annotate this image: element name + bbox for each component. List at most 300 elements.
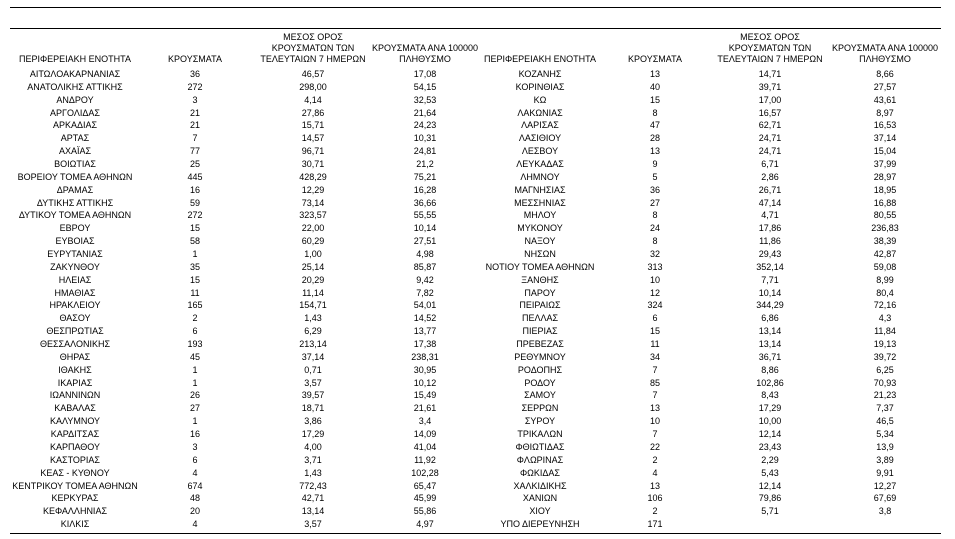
header-region-left [0, 28, 150, 65]
cell-avg7: 46,57 [301, 69, 325, 79]
cell-cases: 193 [187, 339, 203, 350]
cell-cases: 16 [189, 184, 200, 195]
cell-avg7: 10,00 [758, 416, 782, 427]
cell-avg7: 12,14 [758, 429, 782, 440]
cell-region: ΣΕΡΡΩΝ [521, 403, 559, 414]
cell-per100k: 21,2 [416, 159, 434, 170]
cell-region: ΑΙΤΩΛΟΑΚΑΡΝΑΝΙΑΣ [29, 69, 121, 79]
cell-avg7: 42,71 [301, 493, 325, 504]
cell-per100k: 10,14 [413, 223, 437, 234]
table-row [0, 351, 955, 364]
table-row [0, 171, 955, 184]
cell-region: ΕΒΡΟΥ [59, 223, 91, 234]
cell-region: ΙΩΑΝΝΙΝΩΝ [49, 390, 101, 401]
cell-per100k: 21,61 [413, 403, 437, 414]
cell-cases: 28 [649, 133, 660, 144]
cell-region: ΔΡΑΜΑΣ [56, 184, 94, 195]
cell-avg7: 154,71 [299, 300, 327, 311]
cell-per100k: 54,01 [413, 300, 437, 311]
cell-avg7: 6,29 [304, 326, 322, 337]
cell-cases: 8 [652, 107, 658, 118]
cell-region: ΧΙΟΥ [529, 506, 551, 517]
cell-per100k: 7,82 [416, 287, 434, 298]
cell-cases: 77 [189, 146, 200, 157]
cell-region: ΒΟΡΕΙΟΥ ΤΟΜΕΑ ΑΘΗΝΩΝ [17, 171, 133, 182]
cell-cases: 21 [189, 120, 200, 131]
cell-cases: 6 [652, 313, 658, 324]
cell-per100k: 43,61 [873, 94, 897, 105]
cell-region: ΜΗΛΟΥ [523, 210, 557, 221]
cell-region: ΚΑΣΤΟΡΙΑΣ [50, 454, 100, 465]
cell-region: ΡΕΘΥΜΝΟΥ [514, 351, 566, 362]
header-region-text: ΠΕΡΙΦΕΡΕΙΑΚΗ ΕΝΟΤΗΤΑ [483, 54, 597, 64]
cell-per100k: 72,16 [873, 300, 897, 311]
cell-region: ΚΩ [533, 94, 547, 105]
cell-region: ΙΘΑΚΗΣ [58, 364, 92, 375]
cell-avg7: 8,86 [761, 364, 779, 375]
cell-region: ΒΟΙΩΤΙΑΣ [54, 159, 96, 170]
cell-avg7: 18,71 [301, 403, 325, 414]
cell-region: ΚΕΡΚΥΡΑΣ [51, 493, 99, 504]
cell-per100k: 54,15 [413, 81, 437, 92]
cell-region: ΧΑΝΙΩΝ [522, 493, 558, 504]
cell-cases: 15 [649, 326, 660, 337]
cell-per100k: 8,66 [876, 69, 894, 79]
cell-cases: 2 [652, 454, 658, 465]
cell-per100k: 11,92 [414, 454, 436, 465]
cell-avg7: 16,57 [758, 107, 782, 118]
cell-avg7: 352,14 [756, 261, 784, 272]
cell-region: ΚΑΡΔΙΤΣΑΣ [50, 429, 100, 440]
cell-cases: 27 [189, 403, 200, 414]
cell-per100k: 39,72 [873, 351, 897, 362]
cell-cases: 8 [652, 236, 658, 247]
cell-cases: 7 [652, 429, 658, 440]
cell-per100k: 38,39 [873, 236, 897, 247]
cell-avg7: 24,71 [758, 133, 782, 144]
table-row [0, 467, 955, 480]
cell-region: ΘΑΣΟΥ [59, 313, 91, 324]
header-cases-text: ΚΡΟΥΣΜΑΤΑ [168, 54, 222, 64]
cell-avg7: 13,14 [758, 326, 782, 337]
table-row [0, 158, 955, 171]
cell-region: ΣΑΜΟΥ [524, 390, 556, 401]
cell-per100k: 28,97 [873, 171, 897, 182]
table-row [0, 274, 955, 287]
table-row [0, 261, 955, 274]
cell-avg7: 5,71 [761, 506, 779, 517]
cell-per100k: 42,87 [873, 249, 897, 260]
cell-cases: 1 [192, 249, 198, 260]
table-row [0, 119, 955, 132]
cell-cases: 324 [647, 300, 663, 311]
cell-avg7: 22,00 [301, 223, 325, 234]
cell-avg7: 11,86 [759, 236, 781, 247]
cell-avg7: 4,14 [304, 94, 322, 105]
cell-cases: 36 [189, 69, 200, 79]
table-row [0, 312, 955, 325]
cell-per100k: 18,95 [873, 184, 897, 195]
table-body [0, 68, 955, 531]
cell-region: ΤΡΙΚΑΛΩΝ [517, 429, 563, 440]
cell-per100k: 37,14 [873, 133, 897, 144]
cell-cases: 6 [192, 454, 198, 465]
cell-avg7: 1,43 [304, 467, 322, 478]
cell-avg7: 15,71 [301, 120, 325, 131]
cell-cases: 59 [189, 197, 200, 208]
cell-per100k: 15,04 [873, 146, 897, 157]
cell-region: ΡΟΔΟΠΗΣ [517, 364, 563, 375]
cell-region: ΣΥΡΟΥ [524, 416, 556, 427]
table-row [0, 454, 955, 467]
cell-per100k: 13,77 [413, 326, 437, 337]
cell-region: ΛΕΣΒΟΥ [521, 146, 559, 157]
table-row [0, 492, 955, 505]
cell-region: ΠΙΕΡΙΑΣ [522, 326, 558, 337]
cell-per100k: 85,87 [413, 261, 437, 272]
cell-cases: 27 [649, 197, 660, 208]
cell-cases: 4 [192, 519, 198, 530]
table-row [0, 222, 955, 235]
cell-region: ΘΗΡΑΣ [59, 351, 91, 362]
cell-cases: 20 [189, 506, 200, 517]
cell-cases: 1 [192, 364, 198, 375]
table-row [0, 299, 955, 312]
table-row [0, 132, 955, 145]
cell-cases: 272 [187, 81, 203, 92]
cell-cases: 47 [649, 120, 660, 131]
cell-avg7: 3,57 [304, 377, 322, 388]
cell-avg7: 62,71 [758, 120, 782, 131]
cell-cases: 4 [192, 467, 198, 478]
cell-per100k: 14,09 [413, 429, 437, 440]
cell-avg7: 12,29 [301, 184, 325, 195]
cell-per100k: 65,47 [413, 480, 437, 491]
cell-cases: 34 [649, 351, 660, 362]
cell-avg7: 20,29 [301, 274, 325, 285]
cell-cases: 24 [649, 223, 660, 234]
header-avg7-text: ΜΕΣΟΣ ΟΡΟΣ ΚΡΟΥΣΜΑΤΩΝ ΤΩΝ ΤΕΛΕΥΤΑΙΩΝ 7 ΗΜΕΡΩΝ [260, 32, 366, 64]
cell-avg7: 27,86 [301, 107, 325, 118]
cell-avg7: 3,57 [304, 519, 322, 530]
cell-cases: 2 [652, 506, 658, 517]
cell-cases: 106 [647, 493, 663, 504]
cell-per100k: 55,55 [413, 210, 437, 221]
table-row [0, 505, 955, 518]
table-row [0, 209, 955, 222]
cell-cases: 16 [189, 429, 200, 440]
table-row [0, 338, 955, 351]
cell-cases: 1 [192, 377, 198, 388]
cell-region: ΛΕΥΚΑΔΑΣ [516, 159, 564, 170]
cell-avg7: 26,71 [758, 184, 782, 195]
cell-region: ΛΗΜΝΟΥ [520, 171, 560, 182]
cell-region: ΠΡΕΒΕΖΑΣ [516, 339, 564, 350]
cell-per100k: 67,69 [873, 493, 897, 504]
header-cases-left [155, 28, 235, 65]
cell-region: ΚΕΑΣ - ΚΥΘΝΟΥ [40, 467, 110, 478]
cell-per100k: 3,4 [418, 416, 432, 427]
cell-avg7: 344,29 [756, 300, 784, 311]
cell-cases: 21 [189, 107, 200, 118]
cell-per100k: 19,13 [873, 339, 897, 350]
table-row [0, 107, 955, 120]
cell-cases: 8 [652, 210, 658, 221]
cell-region: ΕΥΒΟΙΑΣ [55, 236, 95, 247]
cell-region: ΛΑΡΙΣΑΣ [521, 120, 559, 131]
cell-per100k: 55,86 [413, 506, 437, 517]
cell-avg7: 14,71 [758, 69, 782, 79]
cell-region: ΗΜΑΘΙΑΣ [54, 287, 96, 298]
cell-region: ΦΛΩΡΙΝΑΣ [516, 454, 564, 465]
cell-region: ΑΡΚΑΔΙΑΣ [52, 120, 98, 131]
cell-per100k: 36,66 [413, 197, 437, 208]
cell-per100k: 4,3 [878, 313, 892, 324]
cell-cases: 40 [649, 81, 660, 92]
cell-avg7: 36,71 [758, 351, 782, 362]
cell-cases: 11 [650, 339, 660, 350]
cell-region: ΚΙΛΚΙΣ [60, 519, 90, 530]
cell-avg7: 60,29 [301, 236, 325, 247]
cell-per100k: 7,37 [876, 403, 894, 414]
cell-avg7: 79,86 [758, 493, 782, 504]
cell-per100k: 4,97 [416, 519, 434, 530]
cell-avg7: 30,71 [301, 159, 325, 170]
cell-avg7: 24,71 [758, 146, 782, 157]
cell-avg7: 102,86 [756, 377, 784, 388]
cell-avg7: 4,71 [761, 210, 779, 221]
cell-avg7: 14,57 [301, 133, 325, 144]
cell-cases: 165 [187, 300, 203, 311]
cell-cases: 5 [652, 171, 658, 182]
cell-per100k: 21,23 [873, 390, 897, 401]
table-row [0, 235, 955, 248]
cell-region: ΥΠΟ ΔΙΕΡΕΥΝΗΣΗ [500, 519, 580, 530]
cell-cases: 7 [192, 133, 198, 144]
cell-cases: 15 [649, 94, 660, 105]
cell-per100k: 3,89 [876, 454, 894, 465]
cell-avg7: 73,14 [301, 197, 325, 208]
table-row [0, 248, 955, 261]
cell-avg7: 3,86 [304, 416, 322, 427]
cell-per100k: 30,95 [413, 364, 437, 375]
cell-per100k: 8,99 [876, 274, 894, 285]
table-row [0, 402, 955, 415]
cell-region: ΠΕΙΡΑΙΩΣ [519, 300, 561, 311]
cell-region: ΜΕΣΣΗΝΙΑΣ [514, 197, 566, 208]
cell-region: ΑΧΑΪΑΣ [58, 146, 92, 157]
cell-region: ΚΑΡΠΑΘΟΥ [49, 441, 101, 452]
cell-per100k: 10,31 [413, 133, 437, 144]
cell-region: ΑΝΑΤΟΛΙΚΗΣ ΑΤΤΙΚΗΣ [27, 81, 123, 92]
cell-avg7: 4,00 [304, 441, 322, 452]
cell-avg7: 13,14 [301, 506, 325, 517]
table-row [0, 441, 955, 454]
cell-cases: 10 [649, 416, 660, 427]
cell-region: ΚΕΝΤΡΙΚΟΥ ΤΟΜΕΑ ΑΘΗΝΩΝ [12, 480, 138, 491]
cell-per100k: 32,53 [413, 94, 437, 105]
cell-cases: 3 [192, 94, 198, 105]
cell-region: ΛΑΚΩΝΙΑΣ [517, 107, 563, 118]
cell-region: ΙΚΑΡΙΑΣ [57, 377, 93, 388]
cell-cases: 3 [192, 441, 198, 452]
cell-per100k: 4,98 [416, 249, 434, 260]
cell-avg7: 39,71 [758, 81, 782, 92]
header-per100k-text: ΚΡΟΥΣΜΑΤΑ ΑΝΑ 100000 ΠΛΗΘΥΣΜΟ [832, 43, 938, 64]
cell-region: ΜΑΓΝΗΣΙΑΣ [514, 184, 566, 195]
table-row [0, 389, 955, 402]
cell-avg7: 37,14 [301, 351, 325, 362]
cell-region: ΚΑΒΑΛΑΣ [54, 403, 96, 414]
cell-per100k: 46,5 [876, 416, 894, 427]
cell-cases: 9 [652, 159, 658, 170]
cell-cases: 11 [190, 287, 200, 298]
cell-region: ΑΡΓΟΛΙΔΑΣ [50, 107, 100, 118]
cell-cases: 445 [187, 171, 203, 182]
header-region-right [465, 28, 615, 65]
table-row [0, 94, 955, 107]
cell-region: ΑΡΤΑΣ [60, 133, 90, 144]
cell-cases: 13 [649, 403, 660, 414]
cell-region: ΗΡΑΚΛΕΙΟΥ [49, 300, 101, 311]
table-row [0, 184, 955, 197]
table-row [0, 377, 955, 390]
table-row [0, 364, 955, 377]
cell-region: ΑΝΔΡΟΥ [56, 94, 94, 105]
cell-per100k: 59,08 [873, 261, 897, 272]
table-row [0, 287, 955, 300]
cell-cases: 6 [192, 326, 198, 337]
table-row [0, 81, 955, 94]
cell-cases: 2 [192, 313, 198, 324]
top-rule [10, 7, 941, 8]
cell-per100k: 11,84 [874, 326, 896, 337]
cell-region: ΠΑΡΟΥ [524, 287, 556, 298]
cell-per100k: 6,25 [876, 364, 894, 375]
header-avg7-text: ΜΕΣΟΣ ΟΡΟΣ ΚΡΟΥΣΜΑΤΩΝ ΤΩΝ ΤΕΛΕΥΤΑΙΩΝ 7 ΗΜΕΡΩΝ [717, 32, 823, 64]
cell-cases: 4 [652, 467, 658, 478]
cell-avg7: 323,57 [299, 210, 327, 221]
cell-per100k: 75,21 [413, 171, 437, 182]
cell-cases: 674 [187, 480, 203, 491]
cell-cases: 15 [189, 223, 200, 234]
table-row [0, 518, 955, 531]
cell-region: ΔΥΤΙΚΗΣ ΑΤΤΙΚΗΣ [36, 197, 114, 208]
cell-per100k: 16,28 [413, 184, 437, 195]
cell-per100k: 17,38 [413, 339, 437, 350]
cell-cases: 15 [189, 274, 200, 285]
cell-cases: 48 [189, 493, 200, 504]
cell-cases: 85 [649, 377, 660, 388]
cell-cases: 58 [189, 236, 200, 247]
cell-avg7: 25,14 [301, 261, 325, 272]
cell-per100k: 102,28 [411, 467, 439, 478]
cell-per100k: 45,99 [413, 493, 437, 504]
cell-cases: 36 [649, 184, 660, 195]
header-region-text: ΠΕΡΙΦΕΡΕΙΑΚΗ ΕΝΟΤΗΤΑ [18, 54, 132, 64]
cell-region: ΝΟΤΙΟΥ ΤΟΜΕΑ ΑΘΗΝΩΝ [485, 261, 595, 272]
cell-per100k: 9,42 [416, 274, 434, 285]
cell-avg7: 2,29 [761, 454, 779, 465]
cell-avg7: 96,71 [301, 146, 325, 157]
cell-avg7: 1,00 [304, 249, 322, 260]
cell-per100k: 12,27 [873, 480, 897, 491]
cell-region: ΠΕΛΛΑΣ [521, 313, 559, 324]
cell-avg7: 17,29 [758, 403, 782, 414]
cell-region: ΧΑΛΚΙΔΙΚΗΣ [513, 480, 567, 491]
cell-avg7: 13,14 [758, 339, 782, 350]
cell-region: ΝΑΞΟΥ [524, 236, 556, 247]
cell-per100k: 37,99 [873, 159, 897, 170]
cell-region: ΖΑΚΥΝΘΟΥ [50, 261, 100, 272]
cell-cases: 7 [652, 390, 658, 401]
cell-cases: 13 [649, 146, 660, 157]
cell-cases: 45 [189, 351, 200, 362]
cell-per100k: 9,91 [876, 467, 894, 478]
cell-region: ΗΛΕΙΑΣ [58, 274, 92, 285]
cell-avg7: 298,00 [299, 81, 327, 92]
header-per100k-text: ΚΡΟΥΣΜΑΤΑ ΑΝΑ 100000 ΠΛΗΘΥΣΜΟ [372, 43, 478, 64]
cell-avg7: 17,86 [758, 223, 782, 234]
cell-avg7: 17,29 [301, 429, 325, 440]
table-row [0, 197, 955, 210]
cell-region: ΜΥΚΟΝΟΥ [517, 223, 563, 234]
cell-cases: 1 [192, 416, 198, 427]
cell-cases: 313 [647, 261, 663, 272]
cell-cases: 10 [649, 274, 660, 285]
cell-avg7: 12,14 [758, 480, 782, 491]
table-row [0, 145, 955, 158]
cell-per100k: 70,93 [873, 377, 897, 388]
cell-avg7: 6,71 [761, 159, 779, 170]
cell-avg7: 3,71 [304, 454, 322, 465]
cell-cases: 32 [649, 249, 660, 260]
table-row [0, 480, 955, 493]
cell-cases: 35 [189, 261, 200, 272]
cell-avg7: 8,43 [761, 390, 779, 401]
cell-per100k: 236,83 [871, 223, 899, 234]
cell-cases: 7 [652, 364, 658, 375]
cell-per100k: 238,31 [411, 351, 439, 362]
cell-per100k: 8,97 [876, 107, 894, 118]
cell-avg7: 213,14 [299, 339, 327, 350]
cell-region: ΞΑΝΘΗΣ [521, 274, 559, 285]
cell-per100k: 80,55 [873, 210, 897, 221]
cell-region: ΝΗΣΩΝ [524, 249, 556, 260]
cell-avg7: 39,57 [301, 390, 325, 401]
cell-avg7: 47,14 [758, 197, 782, 208]
cell-per100k: 24,81 [413, 146, 437, 157]
cell-cases: 26 [189, 390, 200, 401]
cell-avg7: 5,43 [761, 467, 779, 478]
cell-avg7: 23,43 [758, 441, 782, 452]
bottom-rule [10, 533, 941, 534]
cell-avg7: 2,86 [761, 171, 779, 182]
cell-avg7: 772,43 [299, 480, 327, 491]
cell-avg7: 1,43 [304, 313, 322, 324]
table-row [0, 428, 955, 441]
cell-region: ΚΟΖΑΝΗΣ [518, 69, 562, 79]
cell-region: ΕΥΡΥΤΑΝΙΑΣ [47, 249, 103, 260]
cell-per100k: 16,53 [873, 120, 897, 131]
cell-cases: 272 [187, 210, 203, 221]
table-row [0, 68, 955, 81]
cell-cases: 12 [649, 287, 660, 298]
cell-region: ΦΘΙΩΤΙΔΑΣ [515, 441, 565, 452]
header-per100k-left [370, 28, 480, 65]
header-avg7-left [253, 28, 373, 65]
cell-region: ΘΕΣΠΡΩΤΙΑΣ [46, 326, 104, 337]
